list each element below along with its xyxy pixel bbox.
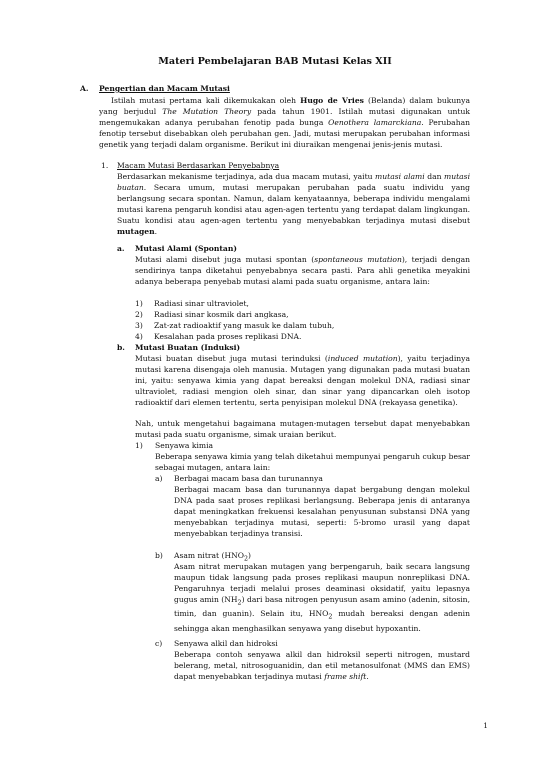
list-item: 2) Radiasi sinar kosmik dari angkasa, bbox=[135, 309, 289, 319]
sub-b-label: b. bbox=[117, 343, 125, 352]
kimia-paragraph: Beberapa senyawa kimia yang telah diketahui mempunyai pengaruh cukup besar sebagai mutagen, antara lain: bbox=[155, 452, 470, 472]
kimia-c-label: c) bbox=[155, 639, 163, 648]
item-1-heading: Macam Mutasi Berdasarkan Penyebabnya bbox=[117, 161, 280, 170]
section-a-label: A. bbox=[80, 84, 89, 93]
sub-b-paragraph-2: Nah, untuk mengetahui bagaimana mutagen-mutagen tersebut dapat menyebabkan mutasi pada suatu organisme, simak uraian berikut. bbox=[135, 419, 470, 439]
page-number: 1 bbox=[483, 721, 488, 730]
list-item: 3) Zat-zat radioaktif yang masuk ke dalam tubuh, bbox=[135, 320, 335, 330]
sub-a-paragraph: Mutasi alami disebut juga mutasi spontan (spontaneous mutation), terjadi dengan sendirinya tanpa diketahui penyebabnya secara pasti. Para ahli genetika meyakini adanya beberapa penyebab mutasi alami pada suatu organisme, antara lain: bbox=[135, 255, 471, 286]
kimia-number: 1) bbox=[135, 441, 143, 450]
section-a-intro: Istilah mutasi pertama kali dikemukakan oleh Hugo de Vries (Belanda) dalam bukunya yang berjudul The Mutation Theory pada tahun 1901. Istilah mutasi digunakan untuk mengemukakan adanya perubahan fenotip pada bunga Oenothera lamarckiana. Perubahan fenotip tersebut disebabkan oleh perubahan gen. Jadi, mutasi merupakan perubahan informasi genetik yang terjadi dalam organisme. Berikut ini diuraikan mengenai jenis-jenis mutasi. bbox=[99, 96, 471, 149]
item-1-number: 1. bbox=[101, 161, 109, 170]
list-item: 1) Radiasi sinar ultraviolet, bbox=[135, 299, 249, 308]
sub-a-label: a. bbox=[117, 244, 125, 253]
page-title: Materi Pembelajaran BAB Mutasi Kelas XII bbox=[158, 56, 392, 67]
kimia-b-paragraph: Asam nitrat merupakan mutagen yang berpengaruh, baik secara langsung maupun tidak langsung pada proses replikasi maupun nonreplikasi DNA. Pengaruhnya terjadi melalui proses deaminasi oksidatif, yaitu lepasnya gugus amin $(NH_2)$ dari basa nitrogen penyusun asam amino (adenin, sitosin, timin, dan guanin). Selain itu, $HNO_2$ mudah bereaksi dengan adenin sehingga akan menghasilkan senyawa yang disebut hypoxantin. bbox=[174, 562, 470, 633]
kimia-b-label: b) bbox=[155, 551, 163, 560]
kimia-a-heading: Berbagai macam basa dan turunannya bbox=[174, 474, 323, 483]
sub-b-paragraph-1: Mutasi buatan disebut juga mutasi terinduksi (induced mutation), yaitu terjadinya mutasi karena disengaja oleh manusia. Mutagen yang digunakan pada mutasi buatan ini, yaitu: senyawa kimia yang dapat bereaksi dengan molekul DNA, radiasi sinar ultraviolet, radiasi mengion oleh sinar, dan sinar yang dipancarkan oleh isotop radioaktif dari elemen tertentu, serta penyisipan molekul DNA (rekayasa genetika). bbox=[135, 354, 470, 407]
sub-a-heading: Mutasi Alami (Spontan) bbox=[135, 244, 237, 253]
kimia-c-paragraph: Beberapa contoh senyawa alkil dan hidroksil seperti nitrogen, mustard belerang, metal, nitrosoguanidin, dan etil metanosulfonat (MMS dan EMS) dapat menyebabkan terjadinya mutasi frame shift. bbox=[174, 650, 470, 681]
section-a-heading: Pengertian dan Macam Mutasi bbox=[99, 84, 230, 93]
kimia-a-paragraph: Berbagai macam basa dan turunannya dapat bergabung dengan molekul DNA pada saat proses replikasi berlangsung. Beberapa jenis di antaranya dapat meningkatkan frekuensi kesalahan penyusunan substansi DNA yang menyebabkan terjadinya mutasi, seperti: 5-bromo urasil yang dapat menyebabkan terjadinya transisi. bbox=[174, 485, 470, 538]
kimia-c-heading: Senyawa alkil dan hidroksi bbox=[174, 639, 278, 648]
kimia-a-label: a) bbox=[155, 474, 163, 483]
list-item: 4) Kesalahan pada proses replikasi DNA. bbox=[135, 331, 302, 341]
kimia-b-heading: Asam nitrat $(HNO_2)$ bbox=[174, 551, 251, 563]
kimia-heading: Senyawa kimia bbox=[155, 441, 214, 450]
item-1-paragraph: Berdasarkan mekanisme terjadinya, ada dua macam mutasi, yaitu mutasi alami dan mutasi buatan. Secara umum, mutasi merupakan perubahan pada suatu individu yang berlangsung secara spontan. Namun, dalam kenyataannya, beberapa individu mengalami mutasi karena pengaruh kondisi atau agen-agen tertentu yang terdapat dalam lingkungan. Suatu kondisi atau agen-agen tertentu yang menyebabkan terjadinya mutasi disebut mutagen. bbox=[117, 172, 471, 236]
sub-a-cause-list bbox=[135, 299, 470, 343]
sub-b-heading: Mutasi Buatan (Induksi) bbox=[135, 343, 241, 352]
